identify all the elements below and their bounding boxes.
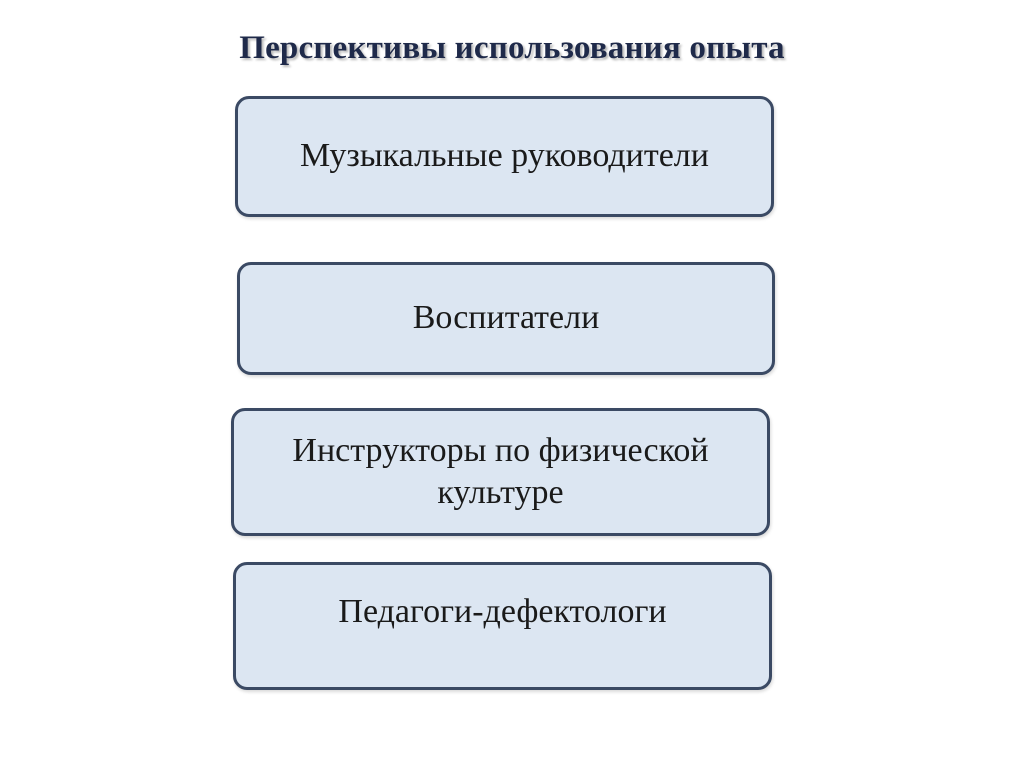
slide-title: Перспективы использования опыта — [239, 30, 785, 66]
box-label: Музыкальные руководители — [300, 137, 709, 175]
box-label: Педагоги-дефектологи — [338, 593, 667, 630]
box-defectologists — [233, 562, 772, 690]
box-label: Инструкторы по физической культуре — [292, 431, 709, 511]
box-educators — [237, 262, 775, 375]
box-label: Воспитатели — [412, 299, 600, 337]
box-music-directors — [235, 96, 774, 217]
box-pe-instructors — [231, 408, 770, 536]
